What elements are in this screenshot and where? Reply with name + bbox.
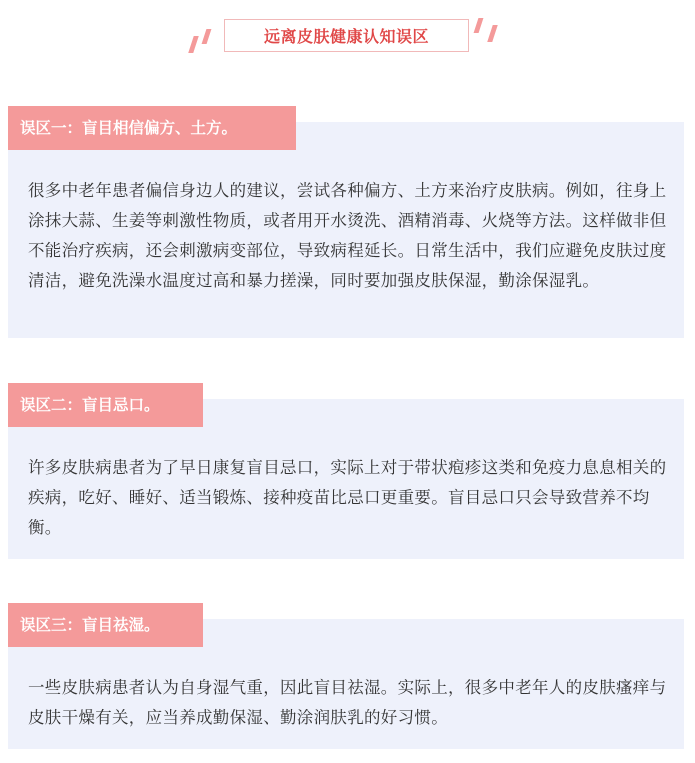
myth-body-2: 许多皮肤病患者为了早日康复盲目忌口，实际上对于带状疱疹这类和免疫力息息相关的疾病，吃好、睡好、适当锻炼、接种疫苗比忌口更重要。盲目忌口只会导致营养不均衡。 (28, 458, 667, 537)
myth-heading-3: 误区三：盲目祛湿。 (8, 603, 203, 647)
decorative-slash-left-inner (202, 29, 212, 44)
page-title: 远离皮肤健康认知误区 (224, 19, 469, 52)
myth-heading-1: 误区一：盲目相信偏方、土方。 (8, 106, 296, 150)
myth-body-3: 一些皮肤病患者认为自身湿气重，因此盲目祛湿。实际上，很多中老年人的皮肤瘙痒与皮肤干燥有关，应当养成勤保湿、勤涂润肤乳的好习惯。 (28, 678, 667, 727)
article-header (0, 0, 695, 72)
myth-heading-2: 误区二：盲目忌口。 (8, 383, 203, 427)
decorative-slash-left-outer (188, 36, 199, 53)
myth-section-2 (8, 383, 684, 559)
decorative-slash-right-outer (487, 25, 498, 42)
myth-section-3 (8, 603, 684, 749)
decorative-slash-right-inner (474, 18, 484, 33)
myth-section-1 (8, 106, 684, 338)
myth-body-1: 很多中老年患者偏信身边人的建议，尝试各种偏方、土方来治疗皮肤病。例如，往身上涂抹大蒜、生姜等刺激性物质，或者用开水烫洗、酒精消毒、火烧等方法。这样做非但不能治疗疾病，还会刺激病变部位，导致病程延长。日常生活中，我们应避免皮肤过度清洁，避免洗澡水温度过高和暴力搓澡，同时要加强皮肤保湿，勤涂保湿乳。 (28, 181, 667, 290)
